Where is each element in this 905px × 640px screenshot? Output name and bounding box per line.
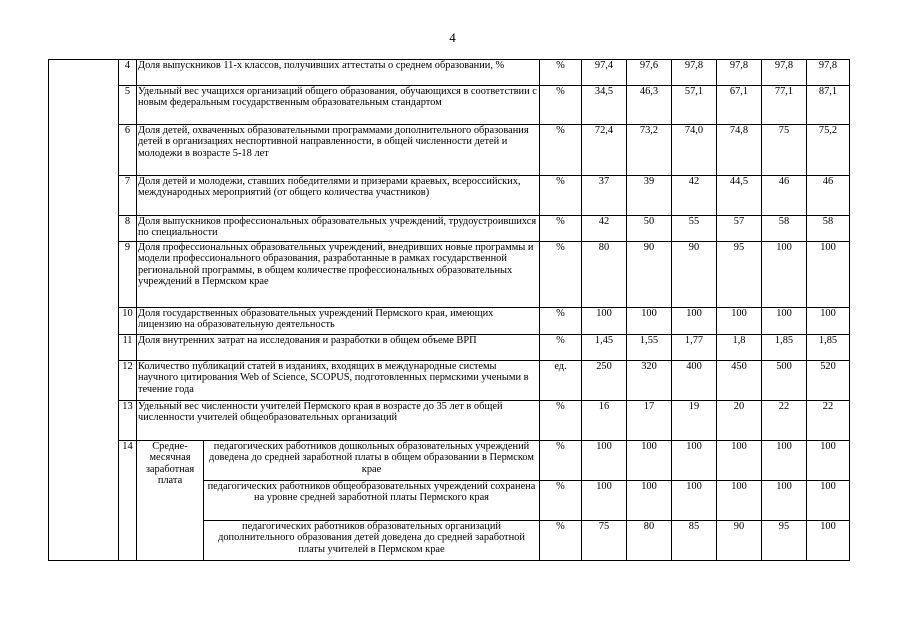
table-row [49, 242, 850, 308]
value-cell: 100 [762, 308, 807, 335]
value-cell: 100 [627, 481, 672, 521]
value-cell: 100 [762, 441, 807, 481]
value-cell: 100 [627, 308, 672, 335]
value-cell: 44,5 [717, 176, 762, 216]
value-cell: 72,4 [582, 125, 627, 176]
left-blank-cell [49, 60, 119, 561]
value-cell: 100 [672, 308, 717, 335]
table-row [49, 86, 850, 125]
unit-cell: % [540, 216, 582, 242]
value-cell: 250 [582, 361, 627, 401]
value-cell: 1,8 [717, 335, 762, 361]
page-number: 4 [449, 30, 456, 45]
value-cell: 55 [672, 216, 717, 242]
value-cell: 90 [672, 242, 717, 308]
indicator-name: Удельный вес учащихся организаций общего образования, обучающихся в соответствии с новым федеральным государственным образовательным стандартом [137, 86, 540, 125]
value-cell: 16 [582, 401, 627, 441]
row-number: 8 [119, 216, 137, 242]
indicator-name: Доля государственных образовательных учреждений Пермского края, имеющих лицензию на образовательную деятельность [137, 308, 540, 335]
indicators-table [48, 59, 850, 561]
unit-cell: % [540, 60, 582, 86]
value-cell: 1,77 [672, 335, 717, 361]
indicator-name: Доля выпускников профессиональных образовательных учреждений, трудоустроившихся по специальности [137, 216, 540, 242]
indicator-name: педагогических работников дошкольных образовательных учреждений доведена до средней заработной платы в общем образовании в Пермском крае [204, 441, 540, 481]
table-row [49, 60, 850, 86]
value-cell: 57,1 [672, 86, 717, 125]
value-cell: 19 [672, 401, 717, 441]
value-cell: 1,85 [807, 335, 850, 361]
value-cell: 37 [582, 176, 627, 216]
value-cell: 46,3 [627, 86, 672, 125]
value-cell: 1,85 [762, 335, 807, 361]
value-cell: 42 [672, 176, 717, 216]
value-cell: 97,8 [717, 60, 762, 86]
value-cell: 87,1 [807, 86, 850, 125]
indicator-name: Удельный вес численности учителей Пермского края в возрасте до 35 лет в общей численности учителей общеобразовательных организаций [137, 401, 540, 441]
unit-cell: % [540, 481, 582, 521]
value-cell: 100 [582, 308, 627, 335]
table-row [49, 176, 850, 216]
value-cell: 97,6 [627, 60, 672, 86]
table-row [49, 335, 850, 361]
row-number: 4 [119, 60, 137, 86]
table-row [49, 216, 850, 242]
value-cell: 95 [717, 242, 762, 308]
table-row [49, 125, 850, 176]
table-row [49, 441, 850, 481]
unit-cell: % [540, 125, 582, 176]
value-cell: 100 [672, 481, 717, 521]
value-cell: 100 [582, 481, 627, 521]
value-cell: 400 [672, 361, 717, 401]
indicator-name: Доля внутренних затрат на исследования и разработки в общем объеме ВРП [137, 335, 540, 361]
value-cell: 100 [717, 481, 762, 521]
unit-cell: % [540, 176, 582, 216]
value-cell: 50 [627, 216, 672, 242]
indicator-name: Доля профессиональных образовательных учреждений, внедривших новые программы и модели профессионального образования, разработанные в рамках государственной региональной программы, в общем количестве профессиональных образовательных учреждений в Пермском крае [137, 242, 540, 308]
indicator-name: Количество публикаций статей в изданиях, входящих в международные системы научного цитирования Web of Science, SCOPUS, подготовленных пермскими учеными в течение года [137, 361, 540, 401]
value-cell: 100 [582, 441, 627, 481]
table-row [49, 361, 850, 401]
unit-cell: % [540, 401, 582, 441]
value-cell: 34,5 [582, 86, 627, 125]
value-cell: 100 [762, 242, 807, 308]
row-number: 6 [119, 125, 137, 176]
value-cell: 90 [717, 521, 762, 561]
row-number: 13 [119, 401, 137, 441]
value-cell: 77,1 [762, 86, 807, 125]
value-cell: 74,0 [672, 125, 717, 176]
value-cell: 73,2 [627, 125, 672, 176]
value-cell: 100 [717, 441, 762, 481]
value-cell: 75 [762, 125, 807, 176]
value-cell: 90 [627, 242, 672, 308]
value-cell: 22 [807, 401, 850, 441]
value-cell: 42 [582, 216, 627, 242]
value-cell: 450 [717, 361, 762, 401]
value-cell: 95 [762, 521, 807, 561]
value-cell: 80 [582, 242, 627, 308]
indicator-name: Доля детей, охваченных образовательными программами дополнительного образования детей в организациях неспортивной направленности, в общей численности детей и молодежи в возрасте 5-18 лет [137, 125, 540, 176]
value-cell: 100 [807, 481, 850, 521]
row-number: 10 [119, 308, 137, 335]
value-cell: 74,8 [717, 125, 762, 176]
unit-cell: % [540, 335, 582, 361]
value-cell: 500 [762, 361, 807, 401]
value-cell: 85 [672, 521, 717, 561]
indicator-name: Доля детей и молодежи, ставших победителями и призерами краевых, всероссийских, международных мероприятий (от общего количества участников) [137, 176, 540, 216]
value-cell: 58 [807, 216, 850, 242]
unit-cell: % [540, 521, 582, 561]
value-cell: 17 [627, 401, 672, 441]
value-cell: 97,4 [582, 60, 627, 86]
value-cell: 100 [807, 521, 850, 561]
value-cell: 22 [762, 401, 807, 441]
value-cell: 57 [717, 216, 762, 242]
value-cell: 1,55 [627, 335, 672, 361]
row-number: 5 [119, 86, 137, 125]
value-cell: 97,8 [762, 60, 807, 86]
value-cell: 100 [807, 441, 850, 481]
row-number: 14 [119, 441, 137, 561]
indicator-name: педагогических работников общеобразовательных учреждений сохранена на уровне средней заработной платы Пермского края [204, 481, 540, 521]
value-cell: 100 [807, 242, 850, 308]
value-cell: 100 [717, 308, 762, 335]
value-cell: 520 [807, 361, 850, 401]
table-row [49, 308, 850, 335]
value-cell: 97,8 [672, 60, 717, 86]
value-cell: 39 [627, 176, 672, 216]
value-cell: 320 [627, 361, 672, 401]
value-cell: 46 [807, 176, 850, 216]
value-cell: 80 [627, 521, 672, 561]
unit-cell: % [540, 242, 582, 308]
unit-cell: % [540, 308, 582, 335]
indicator-name: Доля выпускников 11-х классов, получивших аттестаты о среднем образовании, % [137, 60, 540, 86]
value-cell: 67,1 [717, 86, 762, 125]
row-number: 9 [119, 242, 137, 308]
row-number: 11 [119, 335, 137, 361]
unit-cell: % [540, 86, 582, 125]
value-cell: 1,45 [582, 335, 627, 361]
value-cell: 58 [762, 216, 807, 242]
row-number: 7 [119, 176, 137, 216]
table-row [49, 401, 850, 441]
value-cell: 100 [672, 441, 717, 481]
unit-cell: % [540, 441, 582, 481]
value-cell: 97,8 [807, 60, 850, 86]
value-cell: 100 [762, 481, 807, 521]
value-cell: 100 [807, 308, 850, 335]
salary-group-label: Средне-месячная заработная плата [137, 441, 204, 561]
row-number: 12 [119, 361, 137, 401]
value-cell: 75,2 [807, 125, 850, 176]
value-cell: 46 [762, 176, 807, 216]
value-cell: 100 [627, 441, 672, 481]
value-cell: 20 [717, 401, 762, 441]
value-cell: 75 [582, 521, 627, 561]
unit-cell: ед. [540, 361, 582, 401]
indicator-name: педагогических работников образовательных организаций дополнительного образования детей доведена до средней заработной платы учителей в Пермском крае [204, 521, 540, 561]
